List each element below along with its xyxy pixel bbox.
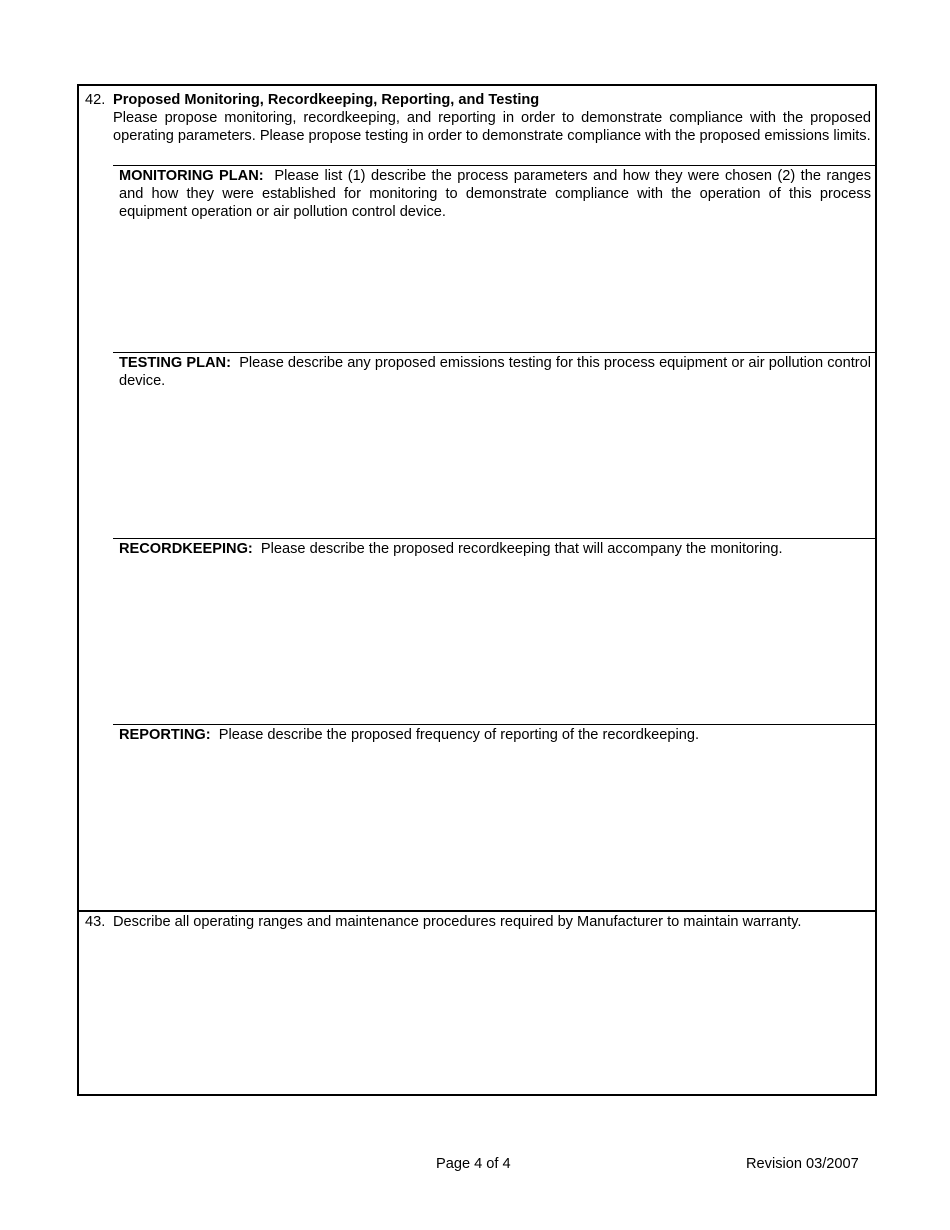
reporting-instructions: Please describe the proposed frequency of reporting of the recordkeeping. (218, 727, 700, 743)
testing-plan-text (113, 353, 875, 390)
monitoring-plan-text (113, 166, 875, 221)
question-43-number: 43. (85, 914, 106, 930)
monitoring-plan-instructions: Please list (1) describe the process parameters and how they were chosen (2) the ranges and how they were established for monitoring to demonstrate compliance with the operation of this process equipment operation or air pollution control device. (119, 168, 871, 220)
reporting-section[interactable] (113, 724, 875, 910)
monitoring-plan-section[interactable] (113, 165, 875, 352)
reporting-label: REPORTING: (119, 727, 211, 743)
monitoring-plan-label: MONITORING PLAN: (119, 168, 264, 184)
form-box (77, 84, 877, 1096)
reporting-text (113, 725, 875, 744)
question-43-text: Describe all operating ranges and maintenance procedures required by Manufacturer to maintain warranty. (113, 914, 802, 930)
question-42-title: Proposed Monitoring, Recordkeeping, Reporting, and Testing (113, 92, 540, 108)
question-42-intro: Please propose monitoring, recordkeeping, and reporting in order to demonstrate compliance with the proposed operating parameters. Please propose testing in order to demonstrate compliance with the proposed emissions limits. (113, 110, 871, 144)
testing-plan-instructions: Please describe any proposed emissions testing for this process equipment or air pollution control device. (119, 355, 872, 389)
question-42-header (113, 91, 871, 145)
recordkeeping-section[interactable] (113, 538, 875, 724)
question-43-section[interactable] (79, 910, 875, 1094)
recordkeeping-text (113, 539, 875, 558)
recordkeeping-label: RECORDKEEPING: (119, 541, 253, 557)
recordkeeping-instructions: Please describe the proposed recordkeeping that will accompany the monitoring. (260, 541, 783, 557)
testing-plan-label: TESTING PLAN: (119, 355, 231, 371)
testing-plan-section[interactable] (113, 352, 875, 538)
revision-label: Revision 03/2007 (746, 1156, 859, 1172)
question-42-number: 42. (85, 92, 106, 108)
page-number: Page 4 of 4 (436, 1156, 511, 1172)
